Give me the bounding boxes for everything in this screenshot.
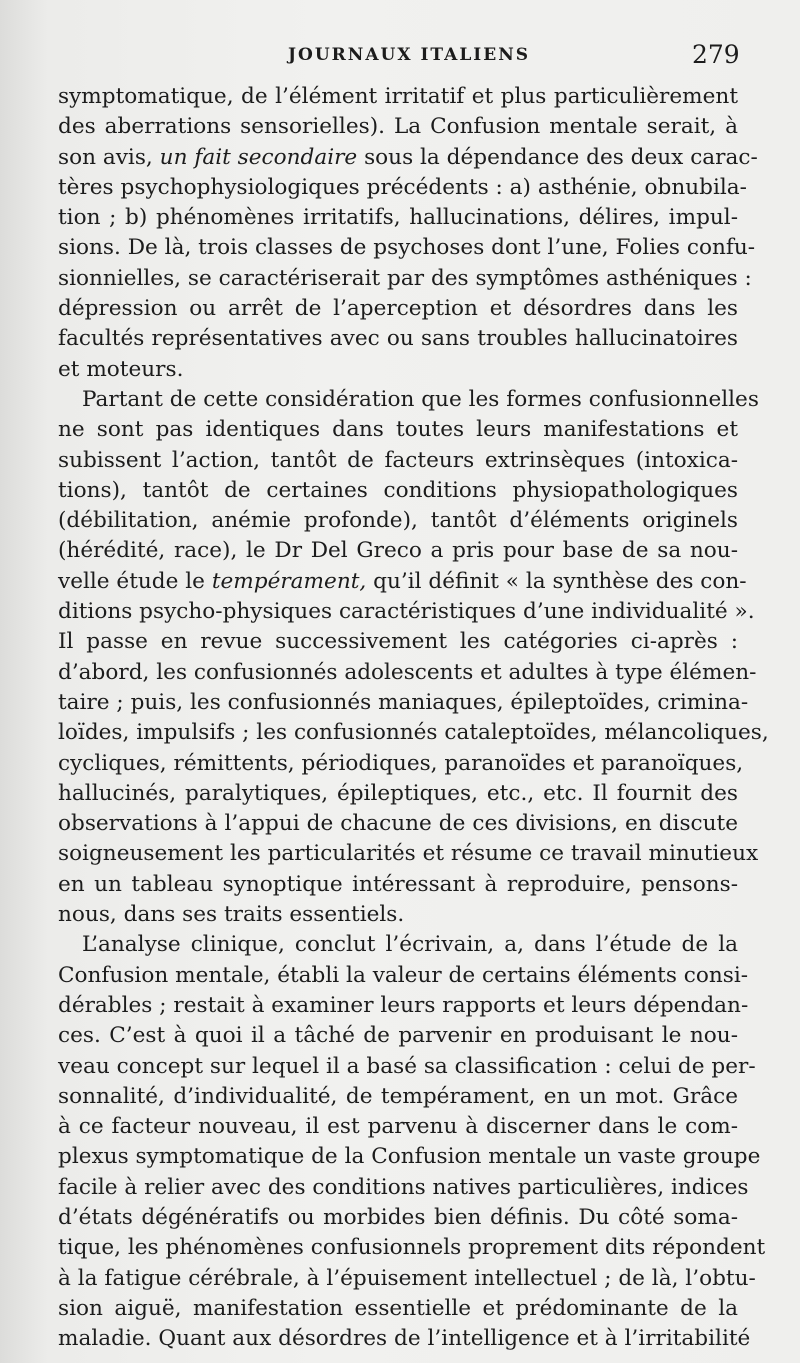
text-line: et moteurs. bbox=[58, 356, 184, 382]
text-line: Confusion mentale, établi la valeur de certains éléments consi- bbox=[58, 962, 749, 988]
text-line: sonnalité, d’individualité, de tempérament, en un mot. Grâce bbox=[58, 1083, 738, 1109]
text-line: dépression ou arrêt de l’aperception et désordres dans les bbox=[58, 296, 738, 322]
text-line: d’états dégénératifs ou morbides bien définis. Du côté soma- bbox=[58, 1204, 738, 1230]
paragraph bbox=[58, 82, 758, 385]
text-line: sion aiguë, manifestation essentielle et prédominante de la bbox=[58, 1295, 738, 1321]
text-line: plexus symptomatique de la Confusion mentale un vaste groupe bbox=[58, 1144, 761, 1170]
text-line: dérables ; restait à examiner leurs rapports et leurs dépendan- bbox=[58, 992, 749, 1018]
text-line: à ce facteur nouveau, il est parvenu à discerner dans le com- bbox=[58, 1114, 738, 1140]
text-line: subissent l’action, tantôt de facteurs extrinsèques (intoxica- bbox=[58, 447, 738, 473]
text-line: des aberrations sensorielles). La Confusion mentale serait, à bbox=[58, 114, 738, 140]
text-line: loïdes, impulsifs ; les confusionnés cataleptoïdes, mélancoliques, bbox=[58, 720, 769, 746]
text-line: ne sont pas identiques dans toutes leurs manifestations et bbox=[58, 417, 738, 443]
paragraph bbox=[58, 930, 766, 1354]
text-line: soigneusement les particularités et résume ce travail minutieux bbox=[58, 841, 759, 867]
text-line: velle étude le tempérament, qu’il définit « la synthèse des con- bbox=[58, 568, 747, 594]
text-line: observations à l’appui de chacune de ces divisions, en discute bbox=[58, 811, 738, 837]
text-line: Partant de cette considération que les formes confusionnelles bbox=[82, 386, 759, 412]
running-head: JOURNAUX ITALIENS bbox=[288, 45, 531, 65]
paragraph bbox=[58, 385, 769, 930]
text-line: (débilitation, anémie profonde), tantôt d’éléments originels bbox=[58, 508, 738, 534]
text-line: tères psychophysiologiques précédents : a) asthénie, obnubila- bbox=[58, 174, 747, 200]
text-line: cycliques, rémittents, périodiques, paranoïdes et paranoïques, bbox=[58, 750, 744, 776]
text-line: symptomatique, de l’élément irritatif et plus particulièrement bbox=[58, 84, 738, 109]
text-line: tions), tantôt de certaines conditions physiopathologiques bbox=[58, 477, 738, 503]
emphasis: tempérament, bbox=[211, 568, 367, 594]
text-line: tion ; b) phénomènes irritatifs, hallucinations, délires, impul- bbox=[58, 205, 738, 231]
text-line: taire ; puis, les confusionnés maniaques, épileptoïdes, crimina- bbox=[58, 689, 749, 715]
text-line: veau concept sur lequel il a basé sa classification : celui de per- bbox=[58, 1053, 756, 1079]
text-line: son avis, un fait secondaire sous la dépendance des deux carac- bbox=[58, 144, 758, 170]
text-line: ces. C’est à quoi il a tâché de parvenir en produisant le nou- bbox=[58, 1023, 738, 1049]
text-line: tique, les phénomènes confusionnels proprement dits répondent bbox=[58, 1235, 766, 1261]
text-line: d’abord, les confusionnés adolescents et adultes à type élémen- bbox=[58, 659, 757, 685]
text-line: nous, dans ses traits essentiels. bbox=[58, 902, 405, 928]
text-line: maladie. Quant aux désordres de l’intelligence et à l’irritabilité bbox=[58, 1326, 751, 1352]
body-text bbox=[58, 82, 769, 1354]
text-line: facultés représentatives avec ou sans troubles hallucinatoires bbox=[58, 326, 738, 352]
text-line: hallucinés, paralytiques, épileptiques, etc., etc. Il fournit des bbox=[58, 780, 738, 806]
text-line: facile à relier avec des conditions natives particulières, indices bbox=[58, 1174, 749, 1200]
text-line: sionnielles, se caractériserait par des symptômes asthéniques : bbox=[58, 265, 752, 291]
page-header bbox=[0, 38, 800, 78]
text-line: (hérédité, race), le Dr Del Greco a pris pour base de sa nou- bbox=[58, 538, 738, 564]
page-number: 279 bbox=[692, 40, 740, 69]
text-line: ditions psycho-physiques caractéristiques d’une individualité ». bbox=[58, 599, 755, 625]
text-line: à la fatigue cérébrale, à l’épuisement intellectuel ; de là, l’obtu- bbox=[58, 1265, 756, 1291]
text-line: L’analyse clinique, conclut l’écrivain, a, dans l’étude de la bbox=[82, 932, 738, 958]
text-line: sions. De là, trois classes de psychoses dont l’une, Folies confu- bbox=[58, 235, 756, 261]
text-line: Il passe en revue successivement les catégories ci-après : bbox=[58, 629, 738, 655]
emphasis: un fait secondaire bbox=[159, 144, 358, 170]
text-line: en un tableau synoptique intéressant à reproduire, pensons- bbox=[58, 871, 738, 897]
